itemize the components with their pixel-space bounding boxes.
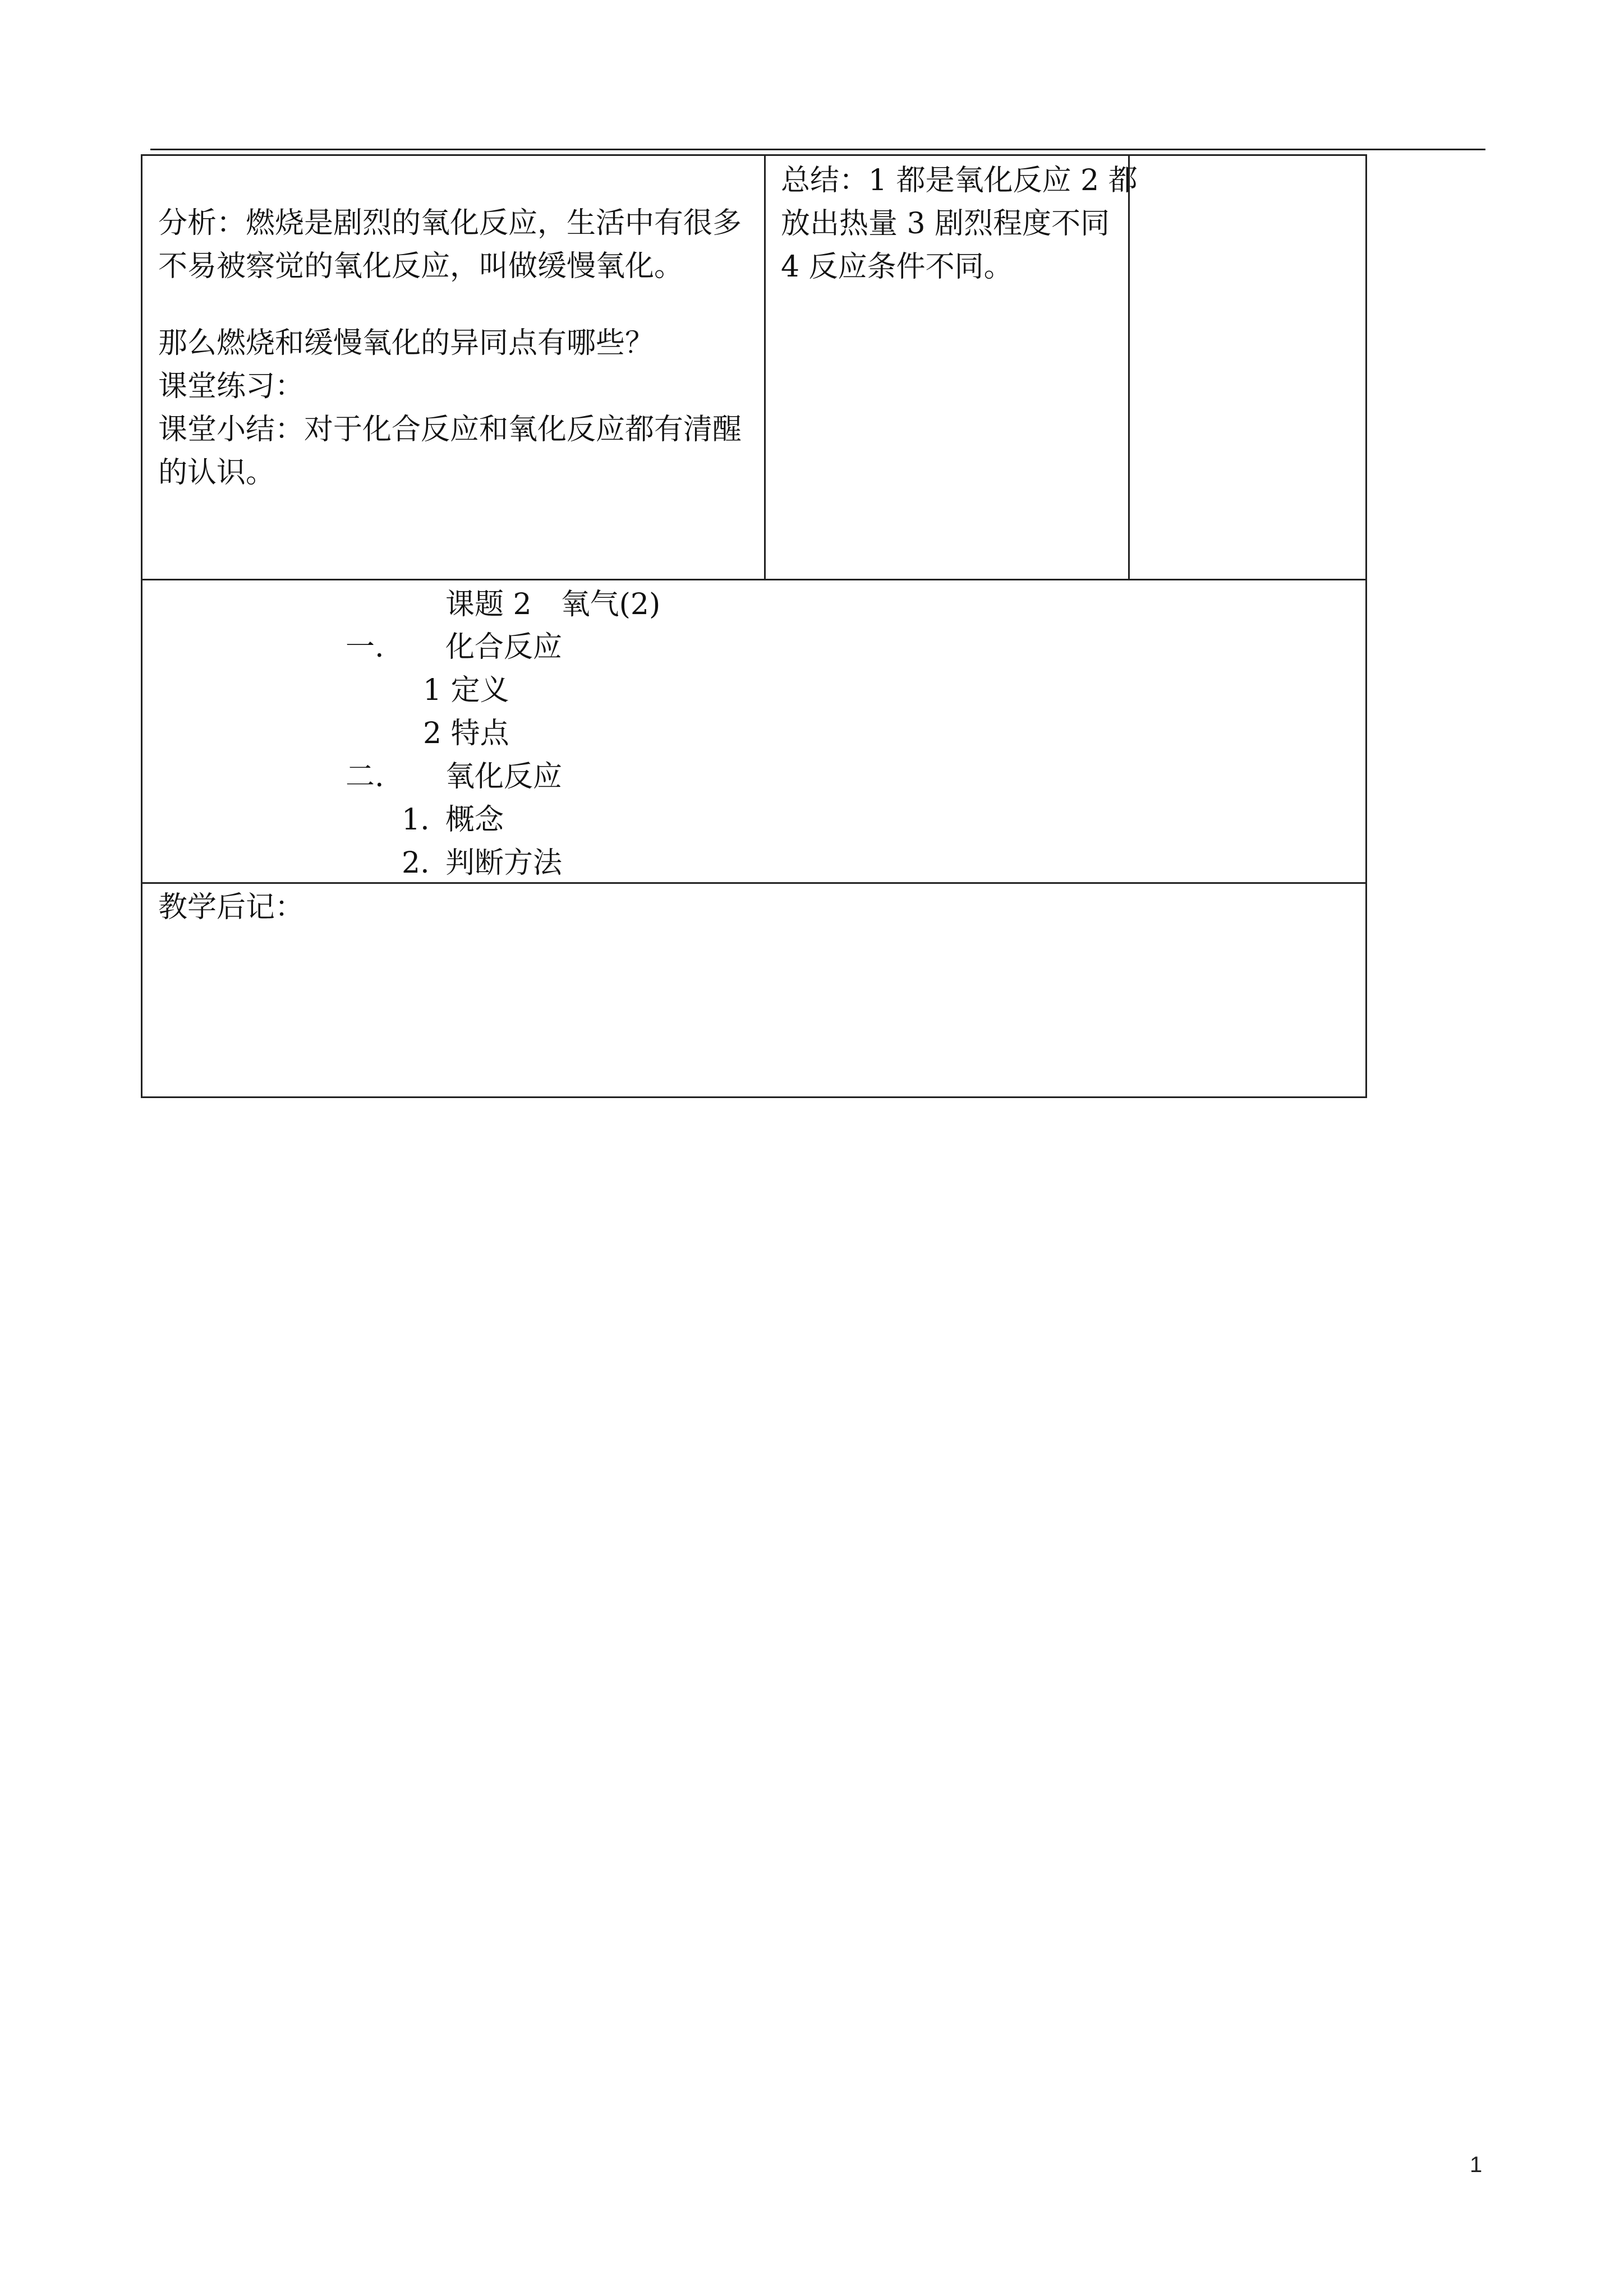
section-2-item-1-label: 概念 [445,803,504,837]
section-2-item-2-marker: 2. [402,846,430,880]
section-1-item-1: 1 定义 [423,674,509,707]
section-2-item-2-label: 判断方法 [445,846,563,880]
section-2-item-1-marker: 1. [402,803,430,837]
notes-cell-empty [1135,159,1360,574]
outline-title: 课题 2 氧气(2) [445,588,661,621]
conclusion-line-3: 4 反应条件不同。 [781,250,1013,284]
summary-line-1: 课堂小结：对于化合反应和氧化反应都有清醒 [158,413,742,446]
section-1-item-2: 2 特点 [423,717,509,750]
question-line: 那么燃烧和缓慢氧化的异同点有哪些？ [158,326,655,360]
section-2-label: 氧化反应 [445,760,563,794]
conclusion-cell [781,159,1138,289]
analysis-cell [158,202,758,495]
analysis-line-2: 不易被察觉的氧化反应，叫做缓慢氧化。 [158,250,684,283]
teaching-reflection-label: 教学后记： [158,891,305,924]
column-divider-1 [764,156,766,579]
section-2-marker: 二. [346,760,384,794]
summary-line-2: 的认识。 [158,456,275,490]
section-1-marker: 一. [346,630,384,664]
column-divider-2 [1128,156,1130,579]
page-number: 1 [1470,2152,1483,2177]
header-rule [150,149,1485,150]
lesson-plan-table [141,154,1367,1098]
analysis-line-1: 分析：燃烧是剧烈的氧化反应，生活中有很多 [158,206,742,240]
conclusion-line-1: 总结：1 都是氧化反应 2 都 [781,164,1138,197]
conclusion-line-2: 放出热量 3 剧烈程度不同 [781,207,1110,241]
row-divider-2 [142,882,1365,884]
blank-spacer [158,288,758,322]
practice-line: 课堂练习： [158,370,305,403]
section-1-label: 化合反应 [445,630,563,664]
row-divider-1 [142,579,1365,580]
